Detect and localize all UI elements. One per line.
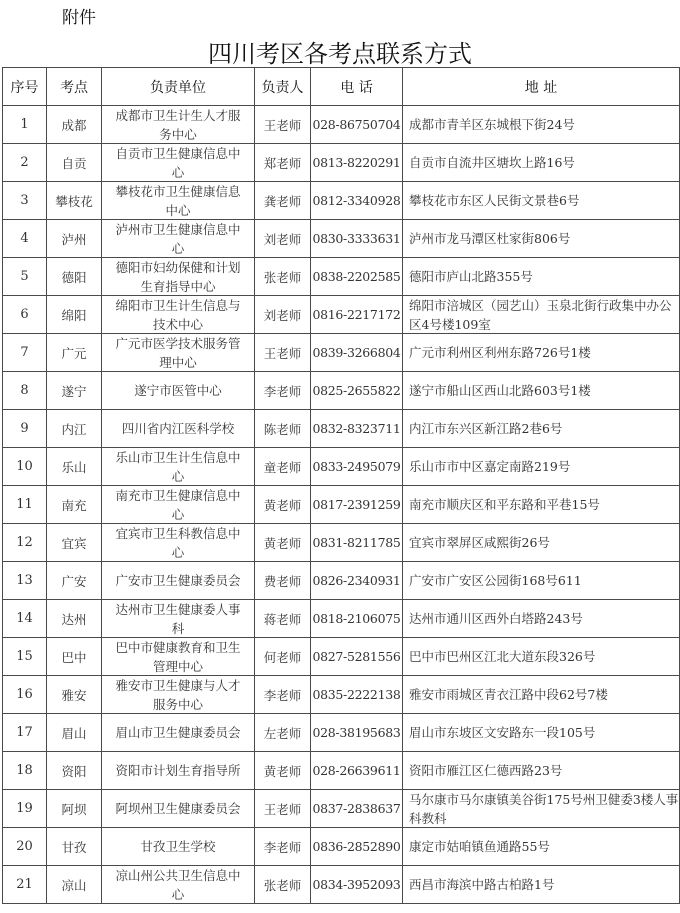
address: 遂宁市船山区西山北路603号1楼 <box>409 383 591 398</box>
contact-person: 左老师 <box>263 725 302 741</box>
row-number-cell <box>3 828 47 866</box>
phone-number: 0830-3333631 <box>312 231 401 246</box>
responsible-unit-cell <box>102 296 255 334</box>
responsible-unit: 绵阳市卫生计生信息与技术中心 <box>115 298 241 332</box>
exam-site: 阿坝 <box>61 801 87 817</box>
phone-number: 0827-5281556 <box>312 649 401 664</box>
row-number: 11 <box>16 497 33 512</box>
phone-number-cell <box>311 220 403 258</box>
row-number-cell <box>3 638 47 676</box>
address-cell <box>403 714 680 752</box>
table-row <box>3 828 680 866</box>
responsible-unit-cell <box>102 182 255 220</box>
table-body <box>3 106 680 904</box>
responsible-unit-cell <box>102 334 255 372</box>
contact-person: 王老师 <box>263 345 302 361</box>
phone-number: 0838-2202585 <box>312 269 401 284</box>
contact-person: 张老师 <box>263 269 302 285</box>
phone-number: 028-38195683 <box>312 725 401 740</box>
responsible-unit-cell <box>102 562 255 600</box>
exam-site: 绵阳 <box>61 307 87 323</box>
contact-person-cell <box>255 600 311 638</box>
column-header-unit: 负责单位 <box>102 68 255 106</box>
exam-site: 泸州 <box>61 231 87 247</box>
row-number-cell <box>3 220 47 258</box>
exam-site: 内江 <box>61 421 87 437</box>
table-header-row <box>3 68 680 106</box>
table-row <box>3 106 680 144</box>
row-number: 20 <box>16 839 33 854</box>
phone-number-cell <box>311 638 403 676</box>
column-header-person: 负责人 <box>255 68 311 106</box>
table-row <box>3 144 680 182</box>
exam-site-cell <box>47 600 102 638</box>
exam-site-cell <box>47 372 102 410</box>
contact-person: 费老师 <box>263 573 302 589</box>
phone-number-cell <box>311 334 403 372</box>
responsible-unit-cell <box>102 752 255 790</box>
responsible-unit-cell <box>102 714 255 752</box>
table-row <box>3 752 680 790</box>
table-row <box>3 258 680 296</box>
address-cell <box>403 144 680 182</box>
exam-site-cell <box>47 524 102 562</box>
row-number-cell <box>3 448 47 486</box>
address: 西昌市海滨中路古柏路1号 <box>409 877 555 892</box>
row-number-cell <box>3 752 47 790</box>
contact-person-cell <box>255 486 311 524</box>
exam-site-cell <box>47 334 102 372</box>
row-number: 19 <box>16 801 33 816</box>
address: 宜宾市翠屏区咸熙街26号 <box>409 535 550 550</box>
responsible-unit-cell <box>102 106 255 144</box>
row-number: 2 <box>20 155 29 170</box>
phone-number-cell <box>311 828 403 866</box>
phone-number: 0826-2340931 <box>312 573 401 588</box>
exam-site: 南充 <box>61 497 87 513</box>
contact-table <box>2 67 680 904</box>
address-cell <box>403 790 680 828</box>
responsible-unit-cell <box>102 410 255 448</box>
row-number-cell <box>3 486 47 524</box>
address: 攀枝花市东区人民街文景巷6号 <box>409 193 580 208</box>
row-number: 17 <box>16 725 33 740</box>
exam-site-cell <box>47 866 102 904</box>
address: 巴中市巴州区江北大道东段326号 <box>409 649 596 664</box>
table-row <box>3 220 680 258</box>
phone-number: 0812-3340928 <box>312 193 401 208</box>
address-cell <box>403 296 680 334</box>
table-row <box>3 790 680 828</box>
table-row <box>3 182 680 220</box>
responsible-unit-cell <box>102 866 255 904</box>
row-number: 7 <box>20 345 29 360</box>
phone-number-cell <box>311 486 403 524</box>
address-cell <box>403 600 680 638</box>
responsible-unit-cell <box>102 372 255 410</box>
contact-person-cell <box>255 372 311 410</box>
contact-person-cell <box>255 296 311 334</box>
contact-person-cell <box>255 752 311 790</box>
responsible-unit: 攀枝花市卫生健康信息中心 <box>115 184 241 218</box>
column-header-address: 地 址 <box>403 68 680 106</box>
exam-site-cell <box>47 562 102 600</box>
phone-number-cell <box>311 866 403 904</box>
responsible-unit: 广安市卫生健康委员会 <box>115 573 241 588</box>
address-cell <box>403 866 680 904</box>
phone-number: 0833-2495079 <box>312 459 401 474</box>
responsible-unit-cell <box>102 486 255 524</box>
address-cell <box>403 334 680 372</box>
responsible-unit: 遂宁市医管中心 <box>134 383 222 398</box>
address-cell <box>403 486 680 524</box>
row-number-cell <box>3 524 47 562</box>
phone-number-cell <box>311 600 403 638</box>
row-number-cell <box>3 182 47 220</box>
attachment-label: 附件 <box>62 8 96 28</box>
address-cell <box>403 562 680 600</box>
exam-site: 德阳 <box>61 269 87 285</box>
column-header-no: 序号 <box>3 68 47 106</box>
address-cell <box>403 676 680 714</box>
phone-number: 0832-8323711 <box>312 421 401 436</box>
contact-person-cell <box>255 182 311 220</box>
phone-number: 0836-2852890 <box>312 839 401 854</box>
responsible-unit: 资阳市计划生育指导所 <box>115 763 241 778</box>
phone-number-cell <box>311 144 403 182</box>
exam-site-cell <box>47 638 102 676</box>
row-number: 12 <box>16 535 33 550</box>
exam-site: 遂宁 <box>61 383 87 399</box>
responsible-unit: 四川省内江医科学校 <box>121 421 235 436</box>
address: 泸州市龙马潭区杜家街806号 <box>409 231 571 246</box>
address: 马尔康市马尔康镇美谷街175号州卫健委3楼人事科教科 <box>409 792 679 826</box>
address-cell <box>403 410 680 448</box>
responsible-unit-cell <box>102 676 255 714</box>
contact-person: 蒋老师 <box>263 611 302 627</box>
contact-person-cell <box>255 828 311 866</box>
phone-number-cell <box>311 790 403 828</box>
row-number-cell <box>3 106 47 144</box>
phone-number-cell <box>311 714 403 752</box>
address-cell <box>403 258 680 296</box>
table-row <box>3 638 680 676</box>
contact-person-cell <box>255 790 311 828</box>
table-row <box>3 372 680 410</box>
contact-person-cell <box>255 676 311 714</box>
exam-site-cell <box>47 182 102 220</box>
address: 康定市姑咱镇鱼通路55号 <box>409 839 550 854</box>
row-number-cell <box>3 790 47 828</box>
address: 广元市利州区利州东路726号1楼 <box>409 345 591 360</box>
responsible-unit: 阿坝州卫生健康委员会 <box>115 801 241 816</box>
contact-person: 李老师 <box>263 383 302 399</box>
row-number: 5 <box>20 269 29 284</box>
exam-site: 攀枝花 <box>55 193 93 209</box>
page-title: 四川考区各考点联系方式 <box>208 40 472 68</box>
phone-number: 0816-2217172 <box>312 307 401 322</box>
exam-site-cell <box>47 448 102 486</box>
row-number: 16 <box>16 687 33 702</box>
exam-site-cell <box>47 486 102 524</box>
address: 乐山市市中区嘉定南路219号 <box>409 459 571 474</box>
row-number-cell <box>3 258 47 296</box>
phone-number-cell <box>311 106 403 144</box>
exam-site-cell <box>47 714 102 752</box>
exam-site-cell <box>47 790 102 828</box>
row-number-cell <box>3 334 47 372</box>
exam-site: 广元 <box>61 345 87 361</box>
row-number: 1 <box>20 117 29 132</box>
responsible-unit-cell <box>102 220 255 258</box>
address: 绵阳市涪城区（园艺山）玉泉北街行政集中办公区4号楼109室 <box>409 298 672 332</box>
exam-site: 广安 <box>61 573 87 589</box>
responsible-unit-cell <box>102 600 255 638</box>
responsible-unit-cell <box>102 144 255 182</box>
address-cell <box>403 828 680 866</box>
row-number-cell <box>3 296 47 334</box>
exam-site-cell <box>47 828 102 866</box>
phone-number: 0831-8211785 <box>312 535 401 550</box>
row-number-cell <box>3 410 47 448</box>
contact-person: 李老师 <box>263 839 302 855</box>
table-row <box>3 296 680 334</box>
responsible-unit: 巴中市健康教育和卫生管理中心 <box>115 640 241 674</box>
responsible-unit-cell <box>102 524 255 562</box>
contact-person-cell <box>255 410 311 448</box>
row-number-cell <box>3 866 47 904</box>
row-number: 6 <box>20 307 29 322</box>
table-row <box>3 448 680 486</box>
row-number: 4 <box>20 231 29 246</box>
responsible-unit: 南充市卫生健康信息中心 <box>115 488 241 522</box>
address-cell <box>403 372 680 410</box>
phone-number-cell <box>311 448 403 486</box>
row-number-cell <box>3 372 47 410</box>
contact-person: 童老师 <box>263 459 302 475</box>
exam-site: 雅安 <box>61 687 87 703</box>
row-number: 9 <box>20 421 29 436</box>
phone-number: 0817-2391259 <box>312 497 401 512</box>
table-row <box>3 524 680 562</box>
responsible-unit: 广元市医学技术服务管理中心 <box>115 336 241 370</box>
table-row <box>3 410 680 448</box>
responsible-unit-cell <box>102 828 255 866</box>
address: 南充市顺庆区和平东路和平巷15号 <box>409 497 600 512</box>
contact-person-cell <box>255 714 311 752</box>
contact-person-cell <box>255 106 311 144</box>
exam-site-cell <box>47 220 102 258</box>
responsible-unit: 宜宾市卫生科教信息中心 <box>115 526 241 560</box>
contact-person-cell <box>255 334 311 372</box>
row-number: 8 <box>20 383 29 398</box>
contact-person: 黄老师 <box>263 535 302 551</box>
exam-site: 自贡 <box>61 155 87 171</box>
row-number: 10 <box>16 459 33 474</box>
row-number: 15 <box>16 649 33 664</box>
address-cell <box>403 106 680 144</box>
table-row <box>3 866 680 904</box>
responsible-unit: 德阳市妇幼保健和计划生育指导中心 <box>115 260 241 294</box>
responsible-unit: 成都市卫生计生人才服务中心 <box>115 108 241 142</box>
exam-site: 眉山 <box>61 725 87 741</box>
contact-person-cell <box>255 448 311 486</box>
contact-person: 李老师 <box>263 687 302 703</box>
address: 资阳市雁江区仁德西路23号 <box>409 763 563 778</box>
exam-site: 宜宾 <box>61 535 87 551</box>
column-header-site: 考点 <box>47 68 102 106</box>
phone-number-cell <box>311 524 403 562</box>
contact-person-cell <box>255 638 311 676</box>
phone-number-cell <box>311 296 403 334</box>
contact-person: 刘老师 <box>263 231 302 247</box>
address: 广安市广安区公园街168号611 <box>409 573 582 588</box>
exam-site: 乐山 <box>61 459 87 475</box>
exam-site: 甘孜 <box>61 839 87 855</box>
exam-site: 成都 <box>61 117 87 133</box>
contact-person: 王老师 <box>263 801 302 817</box>
exam-site: 达州 <box>61 611 87 627</box>
address: 德阳市庐山北路355号 <box>409 269 533 284</box>
phone-number-cell <box>311 258 403 296</box>
exam-site-cell <box>47 676 102 714</box>
contact-person-cell <box>255 866 311 904</box>
responsible-unit: 雅安市卫生健康与人才服务中心 <box>115 678 241 712</box>
address: 眉山市东坡区文安路东一段105号 <box>409 725 596 740</box>
row-number: 18 <box>16 763 33 778</box>
phone-number: 028-86750704 <box>312 117 401 132</box>
contact-person: 张老师 <box>263 877 302 893</box>
address: 达州市通川区西外白塔路243号 <box>409 611 583 626</box>
address: 内江市东兴区新江路2巷6号 <box>409 421 563 436</box>
address: 自贡市自流井区塘坎上路16号 <box>409 155 575 170</box>
phone-number: 0813-8220291 <box>312 155 401 170</box>
contact-person: 刘老师 <box>263 307 302 323</box>
responsible-unit: 泸州市卫生健康信息中心 <box>115 222 241 256</box>
responsible-unit-cell <box>102 790 255 828</box>
table-row <box>3 334 680 372</box>
exam-site-cell <box>47 106 102 144</box>
row-number: 13 <box>16 573 33 588</box>
responsible-unit: 自贡市卫生健康信息中心 <box>115 146 241 180</box>
phone-number-cell <box>311 372 403 410</box>
responsible-unit: 乐山市卫生计生信息中心 <box>115 450 241 484</box>
exam-site-cell <box>47 410 102 448</box>
address-cell <box>403 220 680 258</box>
contact-person: 王老师 <box>263 117 302 133</box>
contact-person: 陈老师 <box>263 421 302 437</box>
table-row <box>3 562 680 600</box>
exam-site-cell <box>47 752 102 790</box>
row-number: 14 <box>16 611 33 626</box>
address-cell <box>403 448 680 486</box>
row-number-cell <box>3 144 47 182</box>
responsible-unit: 凉山州公共卫生信息中心 <box>115 868 241 902</box>
contact-person-cell <box>255 220 311 258</box>
responsible-unit-cell <box>102 258 255 296</box>
contact-person-cell <box>255 258 311 296</box>
exam-site: 资阳 <box>61 763 87 779</box>
phone-number: 0825-2655822 <box>312 383 401 398</box>
address-cell <box>403 752 680 790</box>
exam-site-cell <box>47 296 102 334</box>
phone-number: 0818-2106075 <box>312 611 401 626</box>
contact-person: 郑老师 <box>263 155 302 171</box>
row-number: 21 <box>16 877 33 892</box>
contact-person-cell <box>255 524 311 562</box>
contact-person: 何老师 <box>263 649 302 665</box>
responsible-unit: 达州市卫生健康委人事科 <box>115 602 241 636</box>
address: 雅安市雨城区青衣江路中段62号7楼 <box>409 687 608 702</box>
responsible-unit: 眉山市卫生健康委员会 <box>115 725 241 740</box>
phone-number-cell <box>311 410 403 448</box>
address-cell <box>403 638 680 676</box>
table-row <box>3 486 680 524</box>
contact-person: 龚老师 <box>263 193 302 209</box>
responsible-unit: 甘孜卫生学校 <box>140 839 216 854</box>
contact-person: 黄老师 <box>263 497 302 513</box>
exam-site-cell <box>47 144 102 182</box>
row-number-cell <box>3 676 47 714</box>
column-header-phone: 电 话 <box>311 68 403 106</box>
phone-number: 028-26639611 <box>312 763 401 778</box>
phone-number: 0837-2838637 <box>312 801 401 816</box>
contact-person: 黄老师 <box>263 763 302 779</box>
row-number-cell <box>3 562 47 600</box>
phone-number: 0835-2222138 <box>312 687 401 702</box>
table-row <box>3 676 680 714</box>
phone-number-cell <box>311 182 403 220</box>
phone-number: 0834-3952093 <box>312 877 401 892</box>
row-number-cell <box>3 714 47 752</box>
responsible-unit-cell <box>102 448 255 486</box>
phone-number-cell <box>311 752 403 790</box>
address-cell <box>403 182 680 220</box>
row-number-cell <box>3 600 47 638</box>
table-row <box>3 600 680 638</box>
contact-person-cell <box>255 562 311 600</box>
exam-site: 凉山 <box>61 877 87 893</box>
contact-person-cell <box>255 144 311 182</box>
phone-number: 0839-3266804 <box>312 345 401 360</box>
address: 成都市青羊区东城根下街24号 <box>409 117 575 132</box>
exam-site: 巴中 <box>61 649 87 665</box>
responsible-unit-cell <box>102 638 255 676</box>
row-number: 3 <box>20 193 29 208</box>
address-cell <box>403 524 680 562</box>
exam-site-cell <box>47 258 102 296</box>
phone-number-cell <box>311 562 403 600</box>
phone-number-cell <box>311 676 403 714</box>
table-row <box>3 714 680 752</box>
